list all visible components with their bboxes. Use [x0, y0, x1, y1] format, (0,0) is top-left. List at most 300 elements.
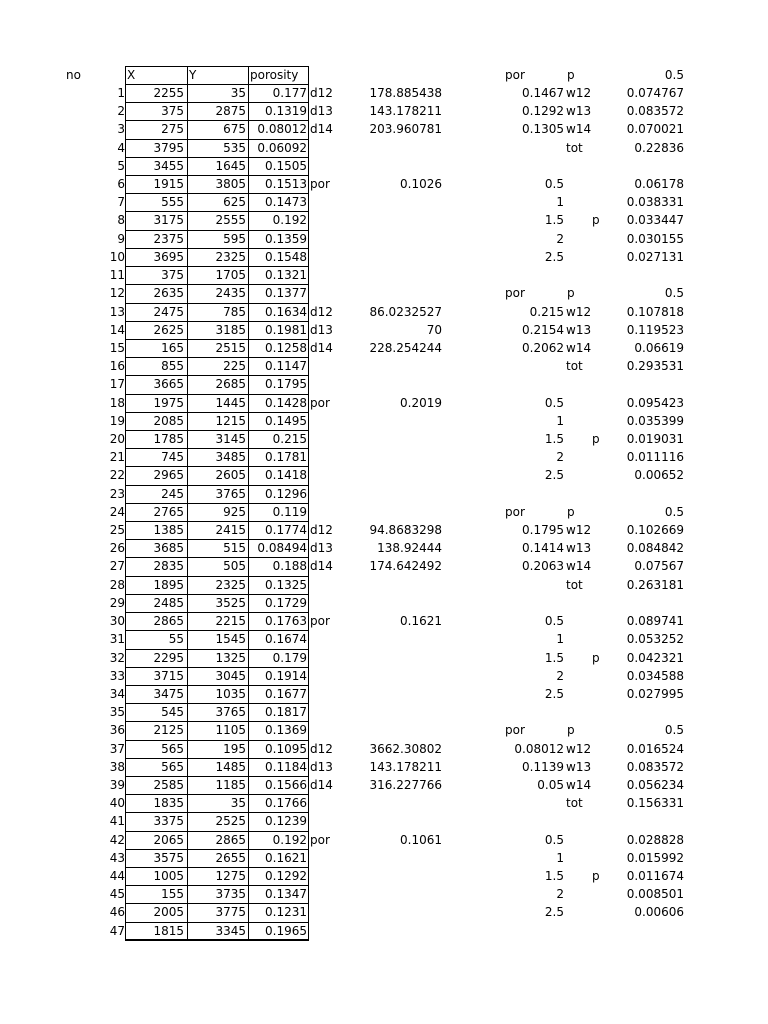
power-result: 0.00606 — [634, 905, 684, 920]
weight-label: w14 — [566, 122, 592, 137]
cell-x: 2625 — [153, 322, 184, 337]
row-number: 30 — [109, 614, 125, 629]
cell-x: 2375 — [153, 231, 184, 246]
cell-y: 1105 — [215, 723, 246, 738]
row-number: 37 — [109, 741, 125, 756]
cell-x: 2865 — [153, 614, 184, 629]
cell-y: 3735 — [215, 887, 246, 902]
power-value: 1 — [556, 850, 564, 865]
power-label: p — [592, 650, 600, 665]
cell-porosity: 0.1621 — [265, 850, 307, 865]
cell-x: 3695 — [153, 249, 184, 264]
weight-label: w12 — [566, 741, 592, 756]
weight-porosity: 0.1795 — [522, 523, 564, 538]
weight-label: w13 — [566, 322, 592, 337]
cell-x: 2585 — [153, 777, 184, 792]
distance-value: 143.178211 — [369, 759, 442, 774]
cell-porosity: 0.1781 — [265, 450, 307, 465]
distance-value: 178.885438 — [369, 86, 442, 100]
cell-x: 3715 — [153, 668, 184, 683]
porosity-label: por — [310, 177, 330, 192]
row-number: 8 — [117, 213, 125, 228]
power-result: 0.095423 — [626, 395, 684, 410]
cell-x: 3375 — [153, 814, 184, 829]
distance-value: 143.178211 — [369, 104, 442, 119]
power-value: 2 — [556, 668, 564, 683]
row-number: 6 — [117, 177, 125, 192]
row-number: 41 — [109, 814, 125, 829]
cell-porosity: 0.1548 — [265, 249, 307, 264]
cell-y: 2655 — [215, 850, 246, 865]
cell-x: 375 — [161, 104, 184, 119]
power-result: 0.011116 — [626, 450, 684, 465]
porosity-estimate: 0.1621 — [400, 614, 442, 629]
weight-value: 0.074767 — [626, 86, 684, 100]
cell-x: 275 — [161, 122, 184, 137]
cell-x: 3575 — [153, 850, 184, 865]
cell-x: 2005 — [153, 905, 184, 920]
cell-y: 2865 — [215, 832, 246, 847]
weight-porosity: 0.1292 — [522, 104, 564, 119]
cell-x: 2125 — [153, 723, 184, 738]
block-header-value: 0.5 — [664, 504, 684, 519]
cell-x: 3175 — [153, 213, 184, 228]
power-result: 0.028828 — [626, 832, 684, 847]
power-result: 0.027995 — [626, 686, 684, 701]
block-header-p: p — [567, 504, 575, 519]
cell-y: 35 — [230, 796, 246, 811]
cell-y: 3775 — [215, 905, 246, 920]
cell-y: 3185 — [215, 322, 246, 337]
cell-x: 3685 — [153, 541, 184, 556]
weight-value: 0.070021 — [626, 122, 684, 137]
cell-x: 2835 — [153, 559, 184, 574]
row-number: 24 — [109, 504, 125, 519]
distance-label: d14 — [310, 777, 333, 792]
power-value: 1 — [556, 195, 564, 210]
power-value: 0.5 — [544, 177, 564, 192]
weight-label: w14 — [566, 340, 592, 355]
weight-value: 0.119523 — [626, 322, 684, 337]
cell-y: 595 — [223, 231, 246, 246]
cell-x: 2475 — [153, 304, 184, 319]
cell-y: 2515 — [215, 340, 246, 355]
row-number: 3 — [117, 122, 125, 137]
distance-label: d14 — [310, 122, 333, 137]
cell-x: 1975 — [153, 395, 184, 410]
total-label: tot — [566, 359, 583, 374]
distance-value: 174.642492 — [369, 559, 442, 574]
row-number: 29 — [109, 595, 125, 610]
porosity-label: por — [310, 614, 330, 629]
row-number: 40 — [109, 796, 125, 811]
power-label: p — [592, 869, 600, 884]
cell-porosity: 0.1677 — [265, 686, 307, 701]
weight-value: 0.016524 — [626, 741, 684, 756]
power-value: 0.5 — [544, 832, 564, 847]
weight-label: w14 — [566, 559, 592, 574]
cell-x: 55 — [168, 632, 184, 647]
power-value: 2 — [556, 231, 564, 246]
distance-label: d12 — [310, 741, 333, 756]
weight-porosity: 0.1414 — [522, 541, 564, 556]
total-label: tot — [566, 140, 583, 155]
row-number: 12 — [109, 286, 125, 301]
row-number: 9 — [117, 231, 125, 246]
cell-y: 2435 — [215, 286, 246, 301]
power-result: 0.00652 — [634, 468, 684, 483]
total-value: 0.263181 — [626, 577, 684, 592]
block-header-por: por — [505, 504, 525, 519]
cell-x: 375 — [161, 268, 184, 283]
cell-y: 1485 — [215, 759, 246, 774]
cell-x: 1385 — [153, 523, 184, 538]
weight-label: w13 — [566, 541, 592, 556]
row-number: 4 — [117, 140, 125, 155]
distance-value: 86.0232527 — [369, 304, 442, 319]
power-result: 0.034588 — [626, 668, 684, 683]
row-number: 42 — [109, 832, 125, 847]
weight-label: w13 — [566, 759, 592, 774]
cell-y: 515 — [223, 541, 246, 556]
cell-y: 3765 — [215, 486, 246, 501]
power-label: p — [592, 431, 600, 446]
cell-porosity: 0.1239 — [265, 814, 307, 829]
distance-label: d14 — [310, 559, 333, 574]
cell-porosity: 0.1296 — [265, 486, 307, 501]
weight-label: w12 — [566, 304, 592, 319]
cell-x: 545 — [161, 705, 184, 720]
cell-y: 1545 — [215, 632, 246, 647]
cell-x: 565 — [161, 741, 184, 756]
cell-y: 2415 — [215, 523, 246, 538]
row-number: 38 — [109, 759, 125, 774]
distance-value: 3662.30802 — [369, 741, 442, 756]
cell-y: 3145 — [215, 431, 246, 446]
cell-y: 925 — [223, 504, 246, 519]
weight-value: 0.06619 — [634, 340, 684, 355]
row-number: 15 — [109, 340, 125, 355]
cell-porosity: 0.1428 — [265, 395, 307, 410]
cell-porosity: 0.1418 — [265, 468, 307, 483]
distance-label: d13 — [310, 104, 333, 119]
cell-x: 2255 — [153, 86, 184, 100]
cell-y: 3045 — [215, 668, 246, 683]
cell-porosity: 0.1495 — [265, 413, 307, 428]
cell-y: 675 — [223, 122, 246, 137]
row-number: 21 — [109, 450, 125, 465]
power-value: 1.5 — [544, 213, 564, 228]
total-value: 0.22836 — [634, 140, 684, 155]
cell-porosity: 0.1325 — [265, 577, 307, 592]
row-number: 22 — [109, 468, 125, 483]
cell-porosity: 0.1763 — [265, 614, 307, 629]
cell-porosity: 0.1319 — [265, 104, 307, 119]
power-value: 1.5 — [544, 650, 564, 665]
header-x: X — [127, 68, 136, 82]
distance-label: d13 — [310, 759, 333, 774]
power-value: 2.5 — [544, 249, 564, 264]
block-header-value: 0.5 — [664, 723, 684, 738]
total-label: tot — [566, 577, 583, 592]
row-number: 25 — [109, 523, 125, 538]
row-number: 2 — [117, 104, 125, 119]
cell-y: 2325 — [215, 249, 246, 264]
cell-porosity: 0.1766 — [265, 796, 307, 811]
cell-porosity: 0.1729 — [265, 595, 307, 610]
weight-porosity: 0.2062 — [522, 340, 564, 355]
cell-x: 1895 — [153, 577, 184, 592]
cell-y: 625 — [223, 195, 246, 210]
weight-porosity: 0.08012 — [514, 741, 564, 756]
weight-porosity: 0.05 — [537, 777, 564, 792]
cell-x: 2295 — [153, 650, 184, 665]
block-header-p: p — [567, 286, 575, 301]
row-number: 16 — [109, 359, 125, 374]
cell-porosity: 0.1095 — [265, 741, 307, 756]
cell-porosity: 0.1513 — [265, 177, 307, 192]
cell-y: 535 — [223, 140, 246, 155]
row-number: 32 — [109, 650, 125, 665]
row-number: 33 — [109, 668, 125, 683]
power-result: 0.089741 — [626, 614, 684, 629]
row-number: 14 — [109, 322, 125, 337]
power-value: 2.5 — [544, 686, 564, 701]
row-number: 20 — [109, 431, 125, 446]
total-value: 0.293531 — [626, 359, 684, 374]
cell-x: 155 — [161, 887, 184, 902]
power-value: 0.5 — [544, 395, 564, 410]
cell-y: 505 — [223, 559, 246, 574]
cell-porosity: 0.192 — [272, 213, 307, 228]
cell-x: 2485 — [153, 595, 184, 610]
cell-y: 1215 — [215, 413, 246, 428]
row-divider-line — [125, 940, 309, 941]
cell-x: 2065 — [153, 832, 184, 847]
cell-porosity: 0.1505 — [265, 158, 307, 173]
row-number: 28 — [109, 577, 125, 592]
power-value: 2.5 — [544, 468, 564, 483]
distance-value: 138.92444 — [377, 541, 442, 556]
row-number: 23 — [109, 486, 125, 501]
row-number: 36 — [109, 723, 125, 738]
row-number: 17 — [109, 377, 125, 392]
power-result: 0.011674 — [626, 869, 684, 884]
distance-value: 94.8683298 — [369, 523, 442, 538]
cell-x: 165 — [161, 340, 184, 355]
weight-label: w12 — [566, 86, 592, 100]
cell-porosity: 0.08012 — [257, 122, 307, 137]
power-result: 0.033447 — [626, 213, 684, 228]
cell-porosity: 0.179 — [272, 650, 307, 665]
cell-porosity: 0.1258 — [265, 340, 307, 355]
power-result: 0.015992 — [626, 850, 684, 865]
power-result: 0.06178 — [634, 177, 684, 192]
row-number: 1 — [117, 86, 125, 100]
power-result: 0.038331 — [626, 195, 684, 210]
cell-porosity: 0.1347 — [265, 887, 307, 902]
cell-porosity: 0.1981 — [265, 322, 307, 337]
cell-y: 3765 — [215, 705, 246, 720]
cell-x: 3455 — [153, 158, 184, 173]
porosity-label: por — [310, 832, 330, 847]
row-number: 31 — [109, 632, 125, 647]
cell-porosity: 0.119 — [272, 504, 307, 519]
power-value: 1.5 — [544, 431, 564, 446]
porosity-estimate: 0.1026 — [400, 177, 442, 192]
cell-x: 3795 — [153, 140, 184, 155]
row-number: 45 — [109, 887, 125, 902]
row-number: 43 — [109, 850, 125, 865]
row-number: 27 — [109, 559, 125, 574]
distance-value: 203.960781 — [369, 122, 442, 137]
total-label: tot — [566, 796, 583, 811]
cell-y: 2215 — [215, 614, 246, 629]
cell-x: 1005 — [153, 869, 184, 884]
cell-porosity: 0.06092 — [257, 140, 307, 155]
cell-x: 2965 — [153, 468, 184, 483]
cell-y: 1185 — [215, 777, 246, 792]
cell-porosity: 0.188 — [272, 559, 307, 574]
row-number: 44 — [109, 869, 125, 884]
cell-y: 1445 — [215, 395, 246, 410]
row-number: 47 — [109, 923, 125, 938]
distance-label: d12 — [310, 304, 333, 319]
weight-porosity: 0.1139 — [522, 759, 564, 774]
weight-value: 0.083572 — [626, 104, 684, 119]
distance-label: d14 — [310, 340, 333, 355]
cell-porosity: 0.1377 — [265, 286, 307, 301]
cell-x: 245 — [161, 486, 184, 501]
power-result: 0.027131 — [626, 249, 684, 264]
cell-x: 1785 — [153, 431, 184, 446]
weight-porosity: 0.1305 — [522, 122, 564, 137]
cell-x: 3475 — [153, 686, 184, 701]
weight-label: w12 — [566, 523, 592, 538]
block-header-value: 0.5 — [664, 286, 684, 301]
cell-x: 3665 — [153, 377, 184, 392]
power-value: 1.5 — [544, 869, 564, 884]
distance-value: 228.254244 — [369, 340, 442, 355]
cell-porosity: 0.1914 — [265, 668, 307, 683]
cell-porosity: 0.1566 — [265, 777, 307, 792]
power-label: p — [592, 213, 600, 228]
row-number: 19 — [109, 413, 125, 428]
weight-value: 0.107818 — [626, 304, 684, 319]
row-number: 26 — [109, 541, 125, 556]
cell-y: 2555 — [215, 213, 246, 228]
distance-label: d13 — [310, 541, 333, 556]
cell-x: 2085 — [153, 413, 184, 428]
power-value: 0.5 — [544, 614, 564, 629]
cell-y: 785 — [223, 304, 246, 319]
power-value: 2.5 — [544, 905, 564, 920]
power-result: 0.035399 — [626, 413, 684, 428]
distance-label: d13 — [310, 322, 333, 337]
cell-porosity: 0.1369 — [265, 723, 307, 738]
header-no: no — [66, 68, 81, 82]
power-value: 2 — [556, 450, 564, 465]
distance-label: d12 — [310, 86, 333, 100]
cell-y: 1705 — [215, 268, 246, 283]
cell-y: 2605 — [215, 468, 246, 483]
weight-label: w13 — [566, 104, 592, 119]
cell-porosity: 0.1292 — [265, 869, 307, 884]
weight-value: 0.083572 — [626, 759, 684, 774]
cell-porosity: 0.1359 — [265, 231, 307, 246]
porosity-label: por — [310, 395, 330, 410]
cell-porosity: 0.1147 — [265, 359, 307, 374]
power-result: 0.030155 — [626, 231, 684, 246]
row-number: 10 — [109, 249, 125, 264]
row-number: 18 — [109, 395, 125, 410]
cell-x: 2765 — [153, 504, 184, 519]
power-result: 0.053252 — [626, 632, 684, 647]
power-result: 0.019031 — [626, 431, 684, 446]
row-number: 13 — [109, 304, 125, 319]
total-value: 0.156331 — [626, 796, 684, 811]
distance-value: 70 — [426, 322, 442, 337]
cell-x: 565 — [161, 759, 184, 774]
weight-porosity: 0.1467 — [522, 86, 564, 100]
porosity-estimate: 0.2019 — [400, 395, 442, 410]
weight-value: 0.056234 — [626, 777, 684, 792]
weight-label: w14 — [566, 777, 592, 792]
row-number: 5 — [117, 158, 125, 173]
cell-y: 35 — [230, 86, 246, 100]
distance-label: d12 — [310, 523, 333, 538]
cell-y: 195 — [223, 741, 246, 756]
weight-value: 0.084842 — [626, 541, 684, 556]
cell-porosity: 0.215 — [272, 431, 307, 446]
cell-y: 3485 — [215, 450, 246, 465]
row-number: 39 — [109, 777, 125, 792]
cell-y: 2525 — [215, 814, 246, 829]
power-value: 1 — [556, 632, 564, 647]
header-porosity: porosity — [250, 68, 299, 82]
cell-x: 1835 — [153, 796, 184, 811]
cell-y: 3525 — [215, 595, 246, 610]
cell-y: 1325 — [215, 650, 246, 665]
cell-porosity: 0.1795 — [265, 377, 307, 392]
power-result: 0.008501 — [626, 887, 684, 902]
row-number: 34 — [109, 686, 125, 701]
cell-porosity: 0.1774 — [265, 523, 307, 538]
cell-porosity: 0.1321 — [265, 268, 307, 283]
weight-value: 0.07567 — [634, 559, 684, 574]
cell-porosity: 0.1965 — [265, 923, 307, 938]
cell-porosity: 0.177 — [272, 86, 307, 100]
cell-x: 2635 — [153, 286, 184, 301]
cell-porosity: 0.192 — [272, 832, 307, 847]
weight-porosity: 0.215 — [529, 304, 564, 319]
row-number: 11 — [109, 268, 125, 283]
weight-porosity: 0.2063 — [522, 559, 564, 574]
power-value: 1 — [556, 413, 564, 428]
cell-x: 1815 — [153, 923, 184, 938]
weight-porosity: 0.2154 — [522, 322, 564, 337]
block-header-por: por — [505, 67, 525, 82]
cell-y: 1645 — [215, 158, 246, 173]
cell-porosity: 0.1473 — [265, 195, 307, 210]
cell-porosity: 0.1674 — [265, 632, 307, 647]
power-result: 0.042321 — [626, 650, 684, 665]
block-header-p: p — [567, 723, 575, 738]
cell-porosity: 0.08494 — [257, 541, 307, 556]
cell-porosity: 0.1184 — [265, 759, 307, 774]
cell-y: 3345 — [215, 923, 246, 938]
power-value: 2 — [556, 887, 564, 902]
